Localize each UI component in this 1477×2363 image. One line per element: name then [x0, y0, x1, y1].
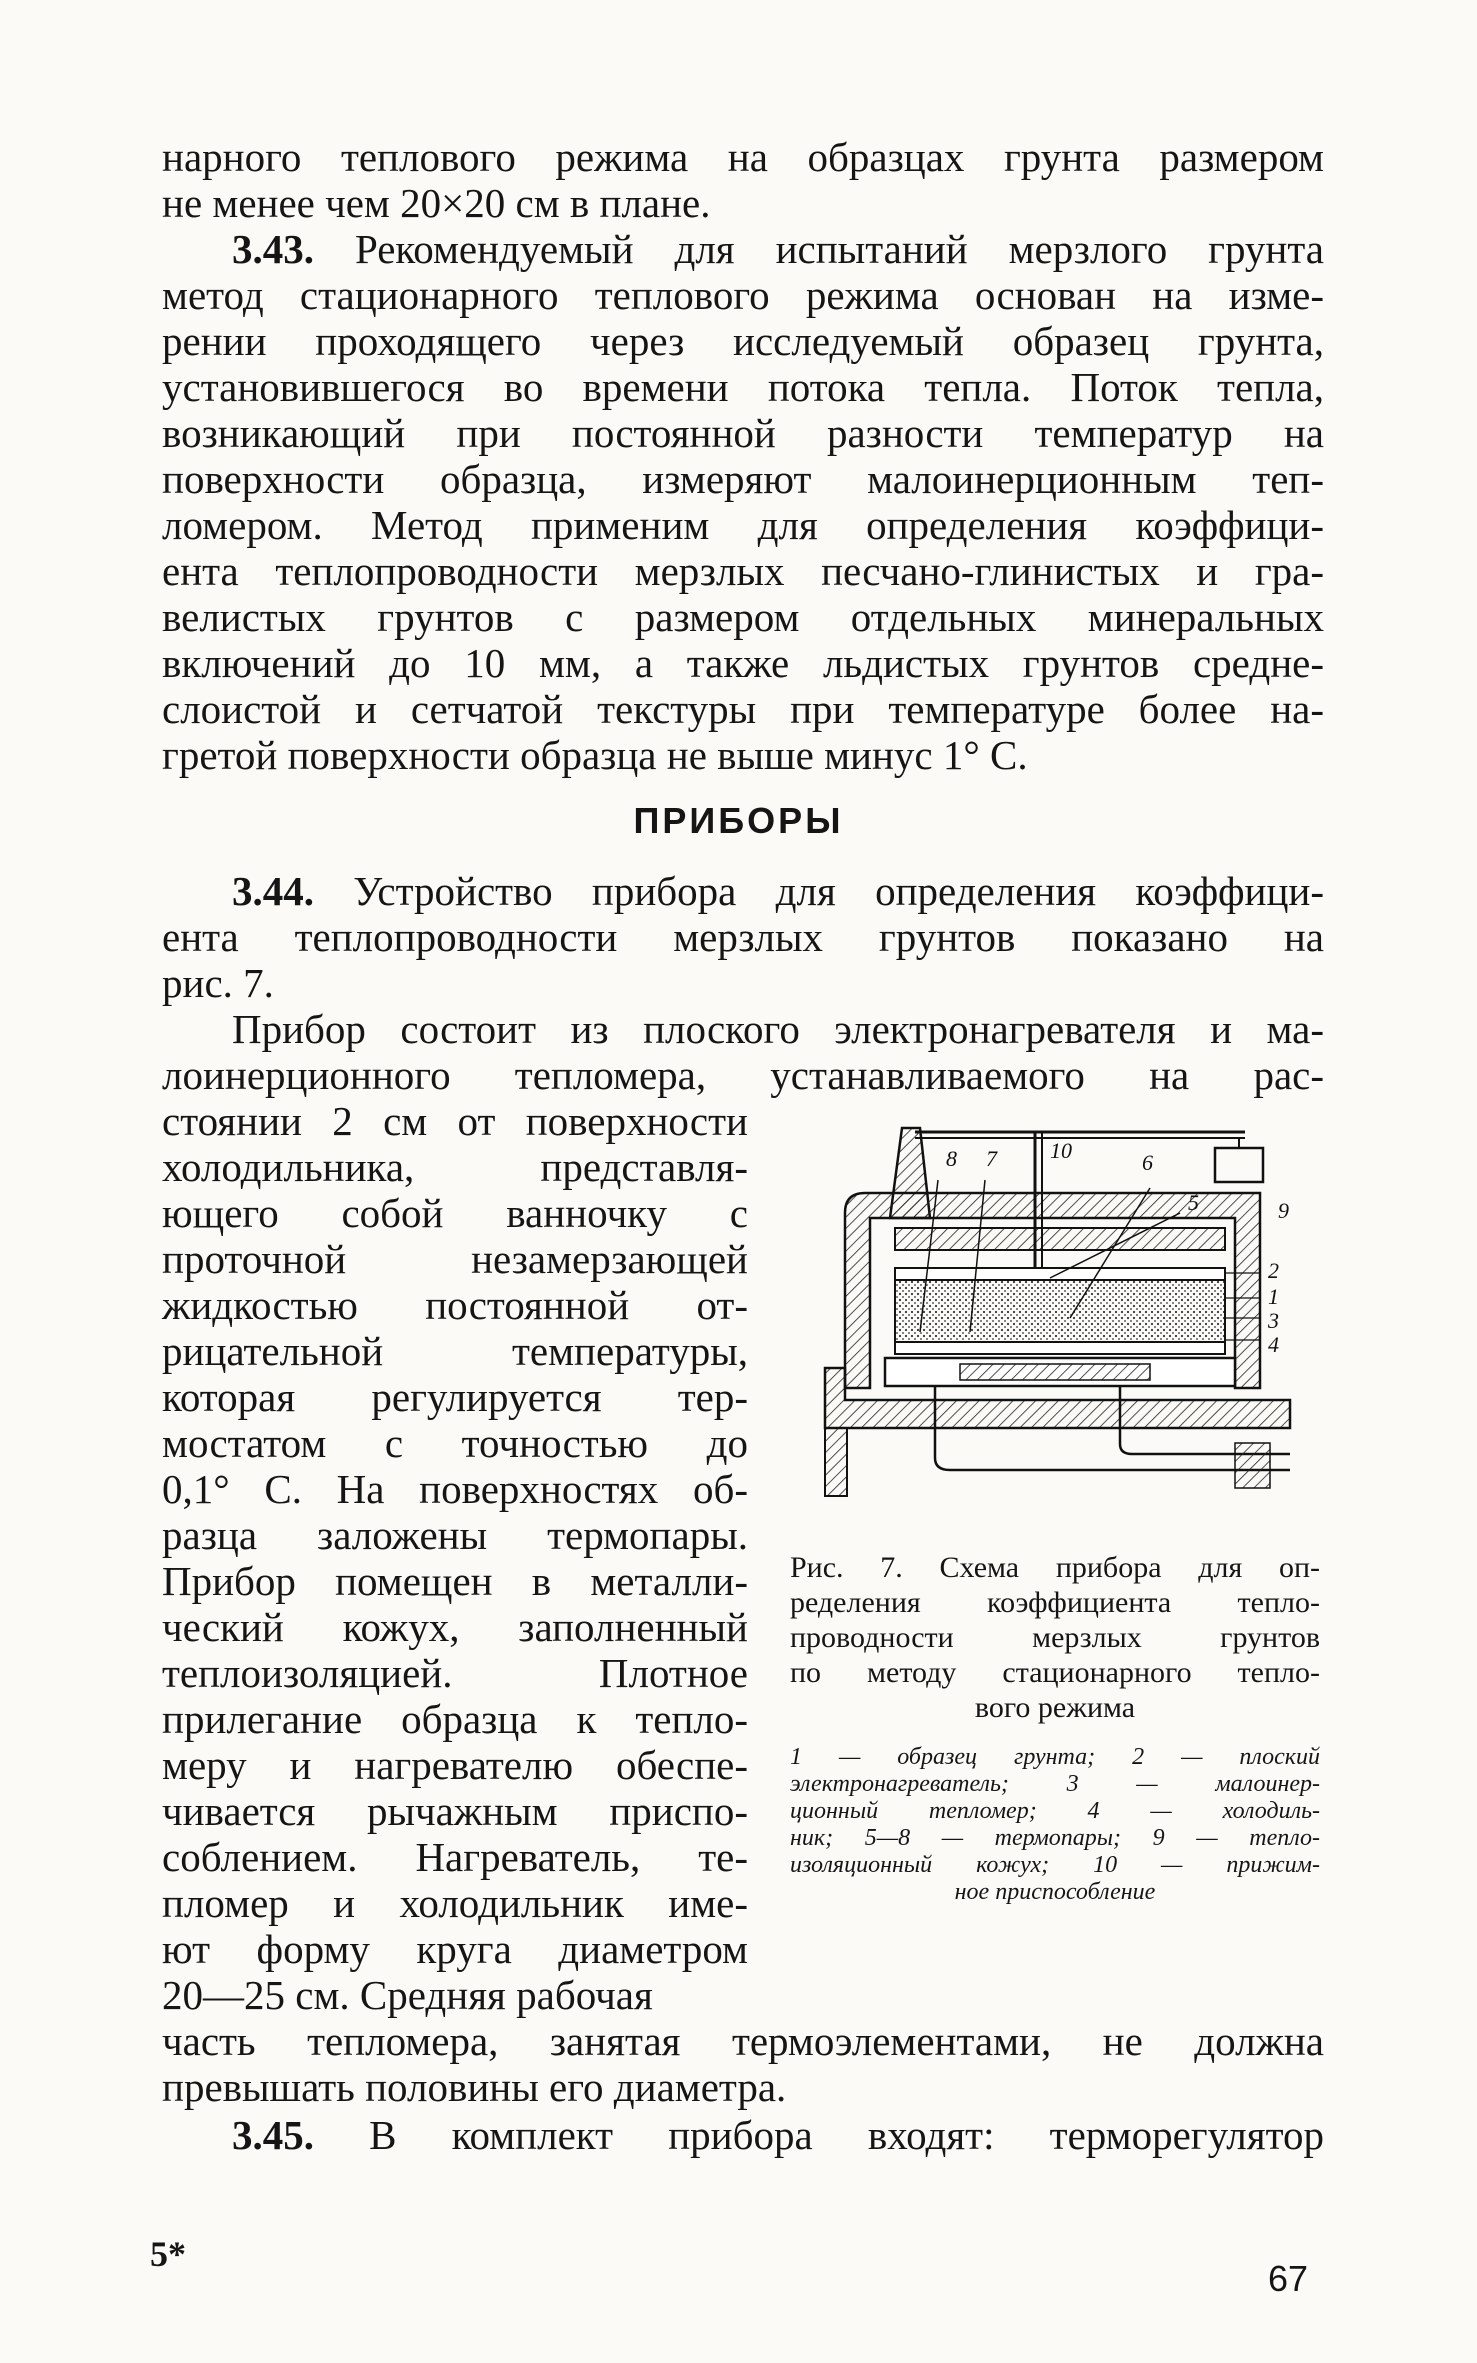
text-line: ческий кожух, заполненный — [162, 1604, 748, 1650]
text-line: чивается рычажным приспо- — [162, 1788, 748, 1834]
signature-mark: 5* — [150, 2234, 186, 2274]
figure-caption-line: проводности мерзлых грунтов — [790, 1621, 1320, 1654]
text-line: Прибор помещен в металли- — [162, 1558, 748, 1604]
figure-label: 7 — [986, 1146, 997, 1171]
text-line: рис. 7. — [162, 960, 274, 1006]
text-line: установившегося во времени потока тепла. Поток тепла, — [162, 364, 1324, 410]
text-line: рении проходящего через исследуемый образец грунта, — [162, 318, 1324, 364]
page-number: 67 — [1268, 2258, 1309, 2299]
figure-legend-line: электронагреватель; 3 — малоинер- — [790, 1771, 1320, 1797]
figure-label: 5 — [1188, 1190, 1199, 1215]
text-line: поверхности образца, измеряют малоинерционным теп- — [162, 456, 1324, 502]
figure-label: 3 — [1268, 1308, 1279, 1333]
section-number: 3.45. — [232, 2112, 314, 2158]
text-line: ломером. Метод применим для определения коэффици- — [162, 502, 1324, 548]
text-line: теплоизоляцией. Плотное — [162, 1650, 748, 1696]
figure-legend-line: ное приспособление — [954, 1879, 1156, 1905]
figure-caption-line: по методу стационарного тепло- — [790, 1656, 1320, 1689]
text-line: меру и нагревателю обеспе- — [162, 1742, 748, 1788]
section-3-45-first-line: 3.45. В комплект прибора входят: терморегулятор — [232, 2112, 1324, 2158]
text-line: ют форму круга диаметром — [162, 1926, 748, 1972]
text-line: которая регулируется тер- — [162, 1374, 748, 1420]
text-line: Прибор состоит из плоского электронагревателя и ма- — [232, 1006, 1324, 1052]
section-3-43-first-line: 3.43. Рекомендуемый для испытаний мерзлого грунта — [232, 226, 1324, 272]
text-line: превышать половины его диаметра. — [162, 2064, 787, 2110]
text-line: холодильника, представля- — [162, 1144, 748, 1190]
device-schematic-figure — [820, 1118, 1320, 1503]
figure-label: 4 — [1268, 1332, 1279, 1357]
text-line: слоистой и сетчатой текстуры при температуре более на- — [162, 686, 1324, 732]
figure-label: 8 — [946, 1146, 957, 1171]
text-line: 20—25 см. Средняя рабочая — [162, 1972, 653, 2018]
text-line: ента теплопроводности мерзлых грунтов показано на — [162, 914, 1324, 960]
text-line: ента теплопроводности мерзлых песчано-глинистых и гра- — [162, 548, 1324, 594]
figure-label: 2 — [1268, 1258, 1279, 1283]
section-heading: ПРИБОРЫ — [633, 800, 844, 841]
text-line: часть тепломера, занятая термоэлементами, не должна — [162, 2018, 1324, 2064]
text-line: разца заложены термопары. — [162, 1512, 748, 1558]
text-line: прилегание образца к тепло- — [162, 1696, 748, 1742]
text-line: включений до 10 мм, а также льдистых грунтов средне- — [162, 640, 1324, 686]
text-line: проточной незамерзающей — [162, 1236, 748, 1282]
section-3-44-first-line: 3.44. Устройство прибора для определения коэффици- — [232, 868, 1324, 914]
figure-legend-line: изоляционный кожух; 10 — прижим- — [790, 1852, 1320, 1878]
text-line: нарного теплового режима на образцах грунта размером — [162, 134, 1324, 180]
figure-legend-line: 1 — образец грунта; 2 — плоский — [790, 1744, 1320, 1770]
text-line: лоинерционного тепломера, устанавливаемого на рас- — [162, 1052, 1324, 1098]
text-line: гретой поверхности образца не выше минус 1° С. — [162, 732, 1028, 778]
text-line: ющего собой ванночку с — [162, 1190, 748, 1236]
text-line: не менее чем 20×20 см в плане. — [162, 180, 711, 226]
figure-caption-line: вого режима — [974, 1691, 1136, 1724]
text-line: жидкостью постоянной от- — [162, 1282, 748, 1328]
figure-label: 10 — [1050, 1138, 1072, 1163]
figure-legend-line: ционный тепломер; 4 — холодиль- — [790, 1798, 1320, 1824]
figure-label: 9 — [1278, 1198, 1289, 1223]
text-line: мостатом с точностью до — [162, 1420, 748, 1466]
figure-label: 1 — [1268, 1284, 1279, 1309]
figure-caption-line: ределения коэффициента тепло- — [790, 1586, 1320, 1619]
figure-label: 6 — [1142, 1150, 1153, 1175]
text-line: соблением. Нагреватель, те- — [162, 1834, 748, 1880]
figure-caption-line: Рис. 7. Схема прибора для оп- — [790, 1551, 1320, 1584]
text-line: возникающий при постоянной разности температур на — [162, 410, 1324, 456]
text-line: 0,1° С. На поверхностях об- — [162, 1466, 748, 1512]
text-line: пломер и холодильник име- — [162, 1880, 748, 1926]
section-number: 3.44. — [232, 868, 314, 914]
text-line: метод стационарного теплового режима основан на изме- — [162, 272, 1324, 318]
text-line: стоянии 2 см от поверхности — [162, 1098, 748, 1144]
section-number: 3.43. — [232, 226, 314, 272]
text-line: велистых грунтов с размером отдельных минеральных — [162, 594, 1324, 640]
figure-legend-line: ник; 5—8 — термопары; 9 — тепло- — [790, 1825, 1320, 1851]
text-line: рицательной температуры, — [162, 1328, 748, 1374]
